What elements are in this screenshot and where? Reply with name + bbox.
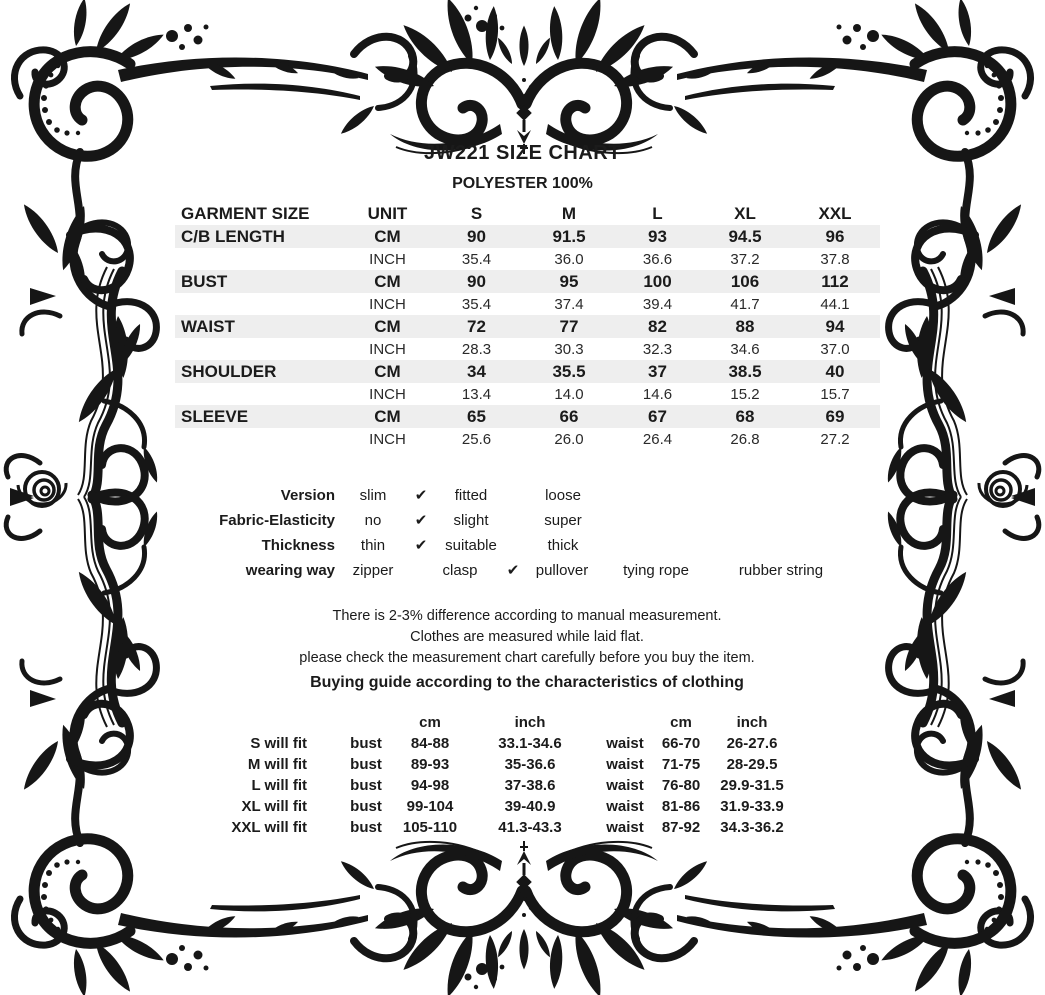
cell-value: 68 [700,405,790,428]
table-row [175,754,795,775]
attribute-option: tying rope [623,562,689,579]
row-label [175,383,345,405]
row-label: SHOULDER [175,360,345,383]
cell-value: 36.6 [642,250,673,268]
cell-value: 37 [615,360,700,383]
row-label: SLEEVE [175,405,345,428]
row-label: BUST [175,270,345,293]
attribute-option: slim [359,487,387,504]
table-row [175,428,880,450]
attribute-label: Fabric-Elasticity [219,512,335,529]
fit-size-label: XL will fit [241,798,307,815]
attribute-option: rubber string [738,562,824,579]
cell-value: 14.0 [554,385,584,403]
cell-value: 77 [523,315,615,338]
bust-inch-range: 37-38.6 [504,777,556,794]
cell-value: 37.2 [730,250,760,268]
cell-value: 26.8 [730,430,760,448]
cell-value: 35.5 [523,360,615,383]
check-icon: ✔ [414,487,428,504]
cell-value: 34 [430,360,523,383]
cell-value: 65 [430,405,523,428]
row-unit: CM [345,360,430,383]
header-unit: UNIT [367,204,408,223]
spacer [307,817,335,838]
cell-value: 90 [430,270,523,293]
waist-inch-range: 28-29.5 [726,756,778,773]
bust-label: bust [350,756,382,773]
spacer [307,796,335,817]
garment-attributes [175,483,895,583]
waist-cm-range: 71-75 [661,756,701,773]
fit-size-label: L will fit [251,777,307,794]
table-row [175,817,795,838]
cell-value: 27.2 [820,430,850,448]
attribute-option-selected: fitted [454,487,488,504]
cell-value: 106 [700,270,790,293]
spacer [307,733,335,754]
attribute-option: clasp [442,562,478,579]
cell-value: 94 [790,315,880,338]
row-unit: CM [345,315,430,338]
bust-cm-range: 89-93 [410,756,450,773]
cell-value: 93 [615,225,700,248]
table-row [175,383,880,405]
size-table-header-row [175,202,880,225]
waist-label: waist [606,777,644,794]
table-row [175,405,880,428]
table-row [175,338,880,360]
cell-value: 37.0 [820,340,850,358]
cell-value: 94.5 [700,225,790,248]
cell-value: 39.4 [642,295,673,313]
spacer [511,508,525,533]
cell-value: 69 [790,405,880,428]
attribute-option: zipper [352,562,394,579]
cell-value: 72 [430,315,523,338]
attribute-option: thick [547,537,579,554]
cell-value: 41.7 [730,295,760,313]
table-row [175,733,795,754]
waist-label: waist [606,735,644,752]
page-title: JW221 SIZE CHART [424,142,621,164]
cell-value: 35.4 [461,295,492,313]
table-row [175,775,795,796]
table-row [175,293,880,315]
cell-value: 34.6 [730,340,760,358]
attribute-option: no [364,512,382,529]
attribute-option-selected: suitable [445,537,497,554]
header-xxl: XXL [818,204,852,223]
row-label: WAIST [175,315,345,338]
bust-inch-range: 39-40.9 [504,798,556,815]
col-header-cm: cm [670,714,692,731]
waist-inch-range: 34.3-36.2 [720,819,784,836]
bust-cm-range: 84-88 [410,735,450,752]
bust-cm-range: 94-98 [410,777,450,794]
size-table [175,202,880,450]
cell-value: 91.5 [523,225,615,248]
spacer [511,483,525,508]
row-unit: CM [345,225,430,248]
spacer [175,712,397,733]
attribute-option-selected: pullover [535,562,589,579]
cell-value: 36.0 [554,250,584,268]
attribute-row-version [175,483,895,508]
attribute-label: wearing way [245,562,335,579]
header-s: S [470,204,483,223]
cell-value: 88 [700,315,790,338]
buying-guide-table [175,712,795,838]
bust-inch-range: 35-36.6 [504,756,556,773]
bust-label: bust [350,777,382,794]
attribute-option-selected: slight [453,512,489,529]
cell-value: 44.1 [820,295,850,313]
cell-value: 25.6 [461,430,492,448]
cell-value: 32.3 [642,340,673,358]
header-garment-size: GARMENT SIZE [181,204,310,223]
col-header-inch: inch [514,714,546,731]
attribute-row-wearing-way [175,558,895,583]
waist-cm-range: 87-92 [661,819,701,836]
bust-inch-range: 41.3-43.3 [498,819,562,836]
cell-value: 15.2 [730,385,760,403]
attribute-label: Version [280,487,335,504]
attribute-option: thin [360,537,386,554]
row-unit: CM [345,405,430,428]
attribute-option: super [544,512,582,529]
cell-value: 67 [615,405,700,428]
cell-value: 112 [790,270,880,293]
material-subtitle: POLYESTER 100% [452,175,593,192]
row-label [175,338,345,360]
cell-value: 30.3 [554,340,584,358]
col-header-cm: cm [419,714,441,731]
spacer [511,533,525,558]
fit-size-label: XXL will fit [231,819,307,836]
cell-value: 15.7 [820,385,850,403]
row-unit: INCH [369,385,406,403]
cell-value: 35.4 [461,250,492,268]
fit-size-label: S will fit [250,735,307,752]
row-unit: INCH [369,250,406,268]
fit-size-label: M will fit [247,756,307,773]
header-xl: XL [734,204,756,223]
buying-guide-heading: Buying guide according to the characteristics of clothing [310,674,744,691]
cell-value: 26.0 [554,430,584,448]
measurement-notes [0,606,1045,669]
row-label [175,293,345,315]
cell-value: 38.5 [700,360,790,383]
header-l: L [652,204,663,223]
table-row [175,270,880,293]
cell-value: 28.3 [461,340,492,358]
garment-size-table [175,202,880,450]
row-unit: CM [345,270,430,293]
spacer [597,712,653,733]
cell-value: 37.4 [554,295,584,313]
cell-value: 40 [790,360,880,383]
spacer [307,754,335,775]
waist-cm-range: 76-80 [661,777,701,794]
spacer [307,775,335,796]
cell-value: 66 [523,405,615,428]
table-row [175,796,795,817]
bust-label: bust [350,798,382,815]
attribute-row-elasticity [175,508,895,533]
bust-cm-range: 105-110 [402,819,458,836]
buying-guide-header-row [175,712,795,733]
row-unit: INCH [369,340,406,358]
row-label [175,248,345,270]
bust-cm-range: 99-104 [406,798,454,815]
cell-value: 95 [523,270,615,293]
bust-inch-range: 33.1-34.6 [498,735,562,752]
note-line: There is 2-3% difference according to manual measurement. [332,608,722,624]
header-m: M [561,204,577,223]
cell-value: 13.4 [461,385,492,403]
bust-label: bust [350,819,382,836]
row-unit: INCH [369,295,406,313]
cell-value: 14.6 [642,385,673,403]
note-line: please check the measurement chart carefully before you buy the item. [299,650,755,666]
cell-value: 100 [615,270,700,293]
cell-value: 37.8 [820,250,850,268]
note-line: Clothes are measured while laid flat. [410,629,644,645]
table-row [175,315,880,338]
col-header-inch: inch [736,714,768,731]
table-row [175,360,880,383]
waist-label: waist [606,756,644,773]
bust-label: bust [350,735,382,752]
waist-inch-range: 29.9-31.5 [720,777,784,794]
row-unit: INCH [369,430,406,448]
waist-label: waist [606,819,644,836]
waist-cm-range: 81-86 [661,798,701,815]
waist-cm-range: 66-70 [661,735,701,752]
waist-inch-range: 26-27.6 [726,735,778,752]
row-label: C/B LENGTH [175,225,345,248]
table-row [175,225,880,248]
waist-label: waist [606,798,644,815]
cell-value: 26.4 [642,430,673,448]
attribute-option: loose [545,487,581,504]
attribute-row-thickness [175,533,895,558]
check-icon: ✔ [506,562,520,579]
cell-value: 82 [615,315,700,338]
cell-value: 90 [430,225,523,248]
table-row [175,248,880,270]
cell-value: 96 [790,225,880,248]
waist-inch-range: 31.9-33.9 [720,798,784,815]
check-icon: ✔ [414,512,428,529]
check-icon: ✔ [414,537,428,554]
row-label [175,428,345,450]
attribute-label: Thickness [261,537,335,554]
